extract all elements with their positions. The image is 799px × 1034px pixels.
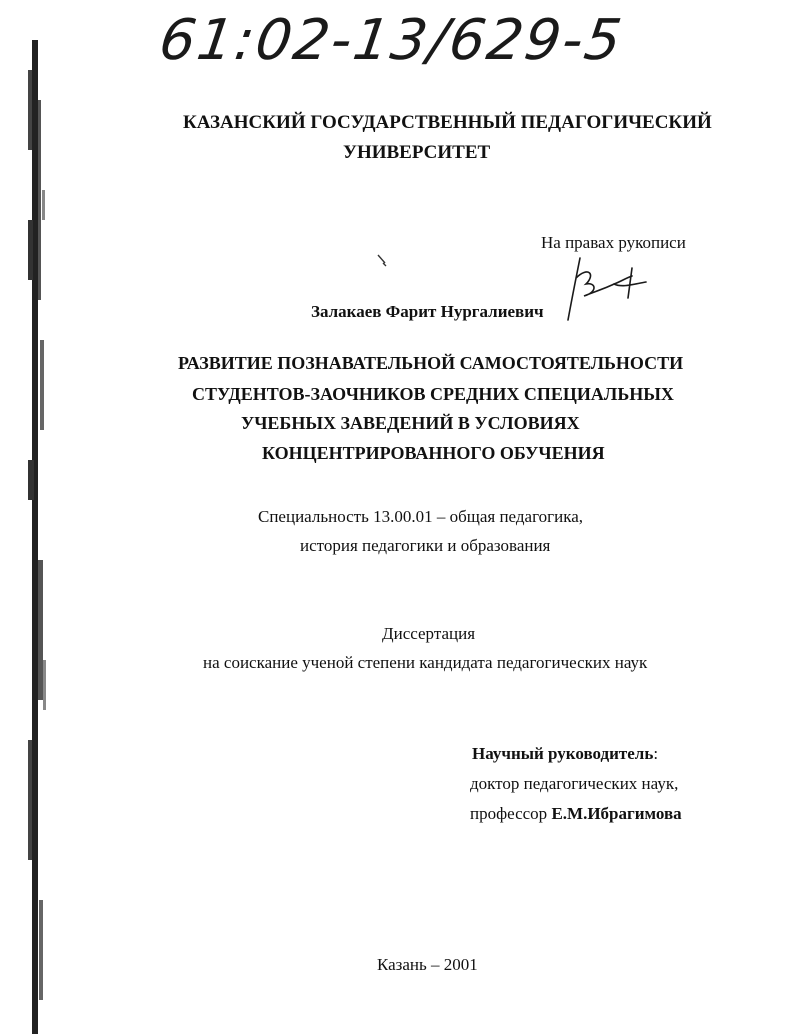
- dissertation-label: Диссертация: [382, 624, 476, 643]
- supervisor-heading-row: [472, 744, 658, 764]
- degree-sought: на соискание ученой степени кандидата педагогических наук: [203, 653, 648, 672]
- supervisor-heading: Научный руководитель: [472, 744, 654, 763]
- archive-code-handwritten: 61:02-13/629-5: [155, 8, 628, 73]
- title-line-1: РАЗВИТИЕ ПОЗНАВАТЕЛЬНОЙ САМОСТОЯТЕЛЬНОСТИ: [178, 353, 684, 373]
- supervisor-heading-colon: :: [653, 744, 659, 763]
- manuscript-rights: На правах рукописи: [541, 233, 686, 252]
- supervisor-degree: доктор педагогических наук,: [470, 774, 679, 793]
- author-name: Залакаев Фарит Нургалиевич: [311, 302, 544, 321]
- title-line-2: СТУДЕНТОВ-ЗАОЧНИКОВ СРЕДНИХ СПЕЦИАЛЬНЫХ: [192, 384, 674, 404]
- university-line-1: КАЗАНСКИЙ ГОСУДАРСТВЕННЫЙ ПЕДАГОГИЧЕСКИЙ: [183, 112, 712, 133]
- title-line-3: УЧЕБНЫХ ЗАВЕДЕНИЙ В УСЛОВИЯХ: [241, 413, 580, 433]
- university-line-2: УНИВЕРСИТЕТ: [343, 142, 491, 163]
- place-year: Казань – 2001: [377, 955, 478, 974]
- binding-edge-scan-artifact: [28, 40, 50, 1034]
- author-signature: [562, 248, 652, 328]
- specialty-line-2: история педагогики и образования: [300, 536, 551, 555]
- scan-mark: [377, 254, 389, 268]
- supervisor-rank: профессор: [470, 804, 552, 823]
- title-line-4: КОНЦЕНТРИРОВАННОГО ОБУЧЕНИЯ: [262, 443, 605, 463]
- supervisor-rank-row: [470, 804, 682, 824]
- specialty-line-1: Специальность 13.00.01 – общая педагогика,: [258, 507, 583, 526]
- supervisor-name: Е.М.Ибрагимова: [551, 804, 682, 823]
